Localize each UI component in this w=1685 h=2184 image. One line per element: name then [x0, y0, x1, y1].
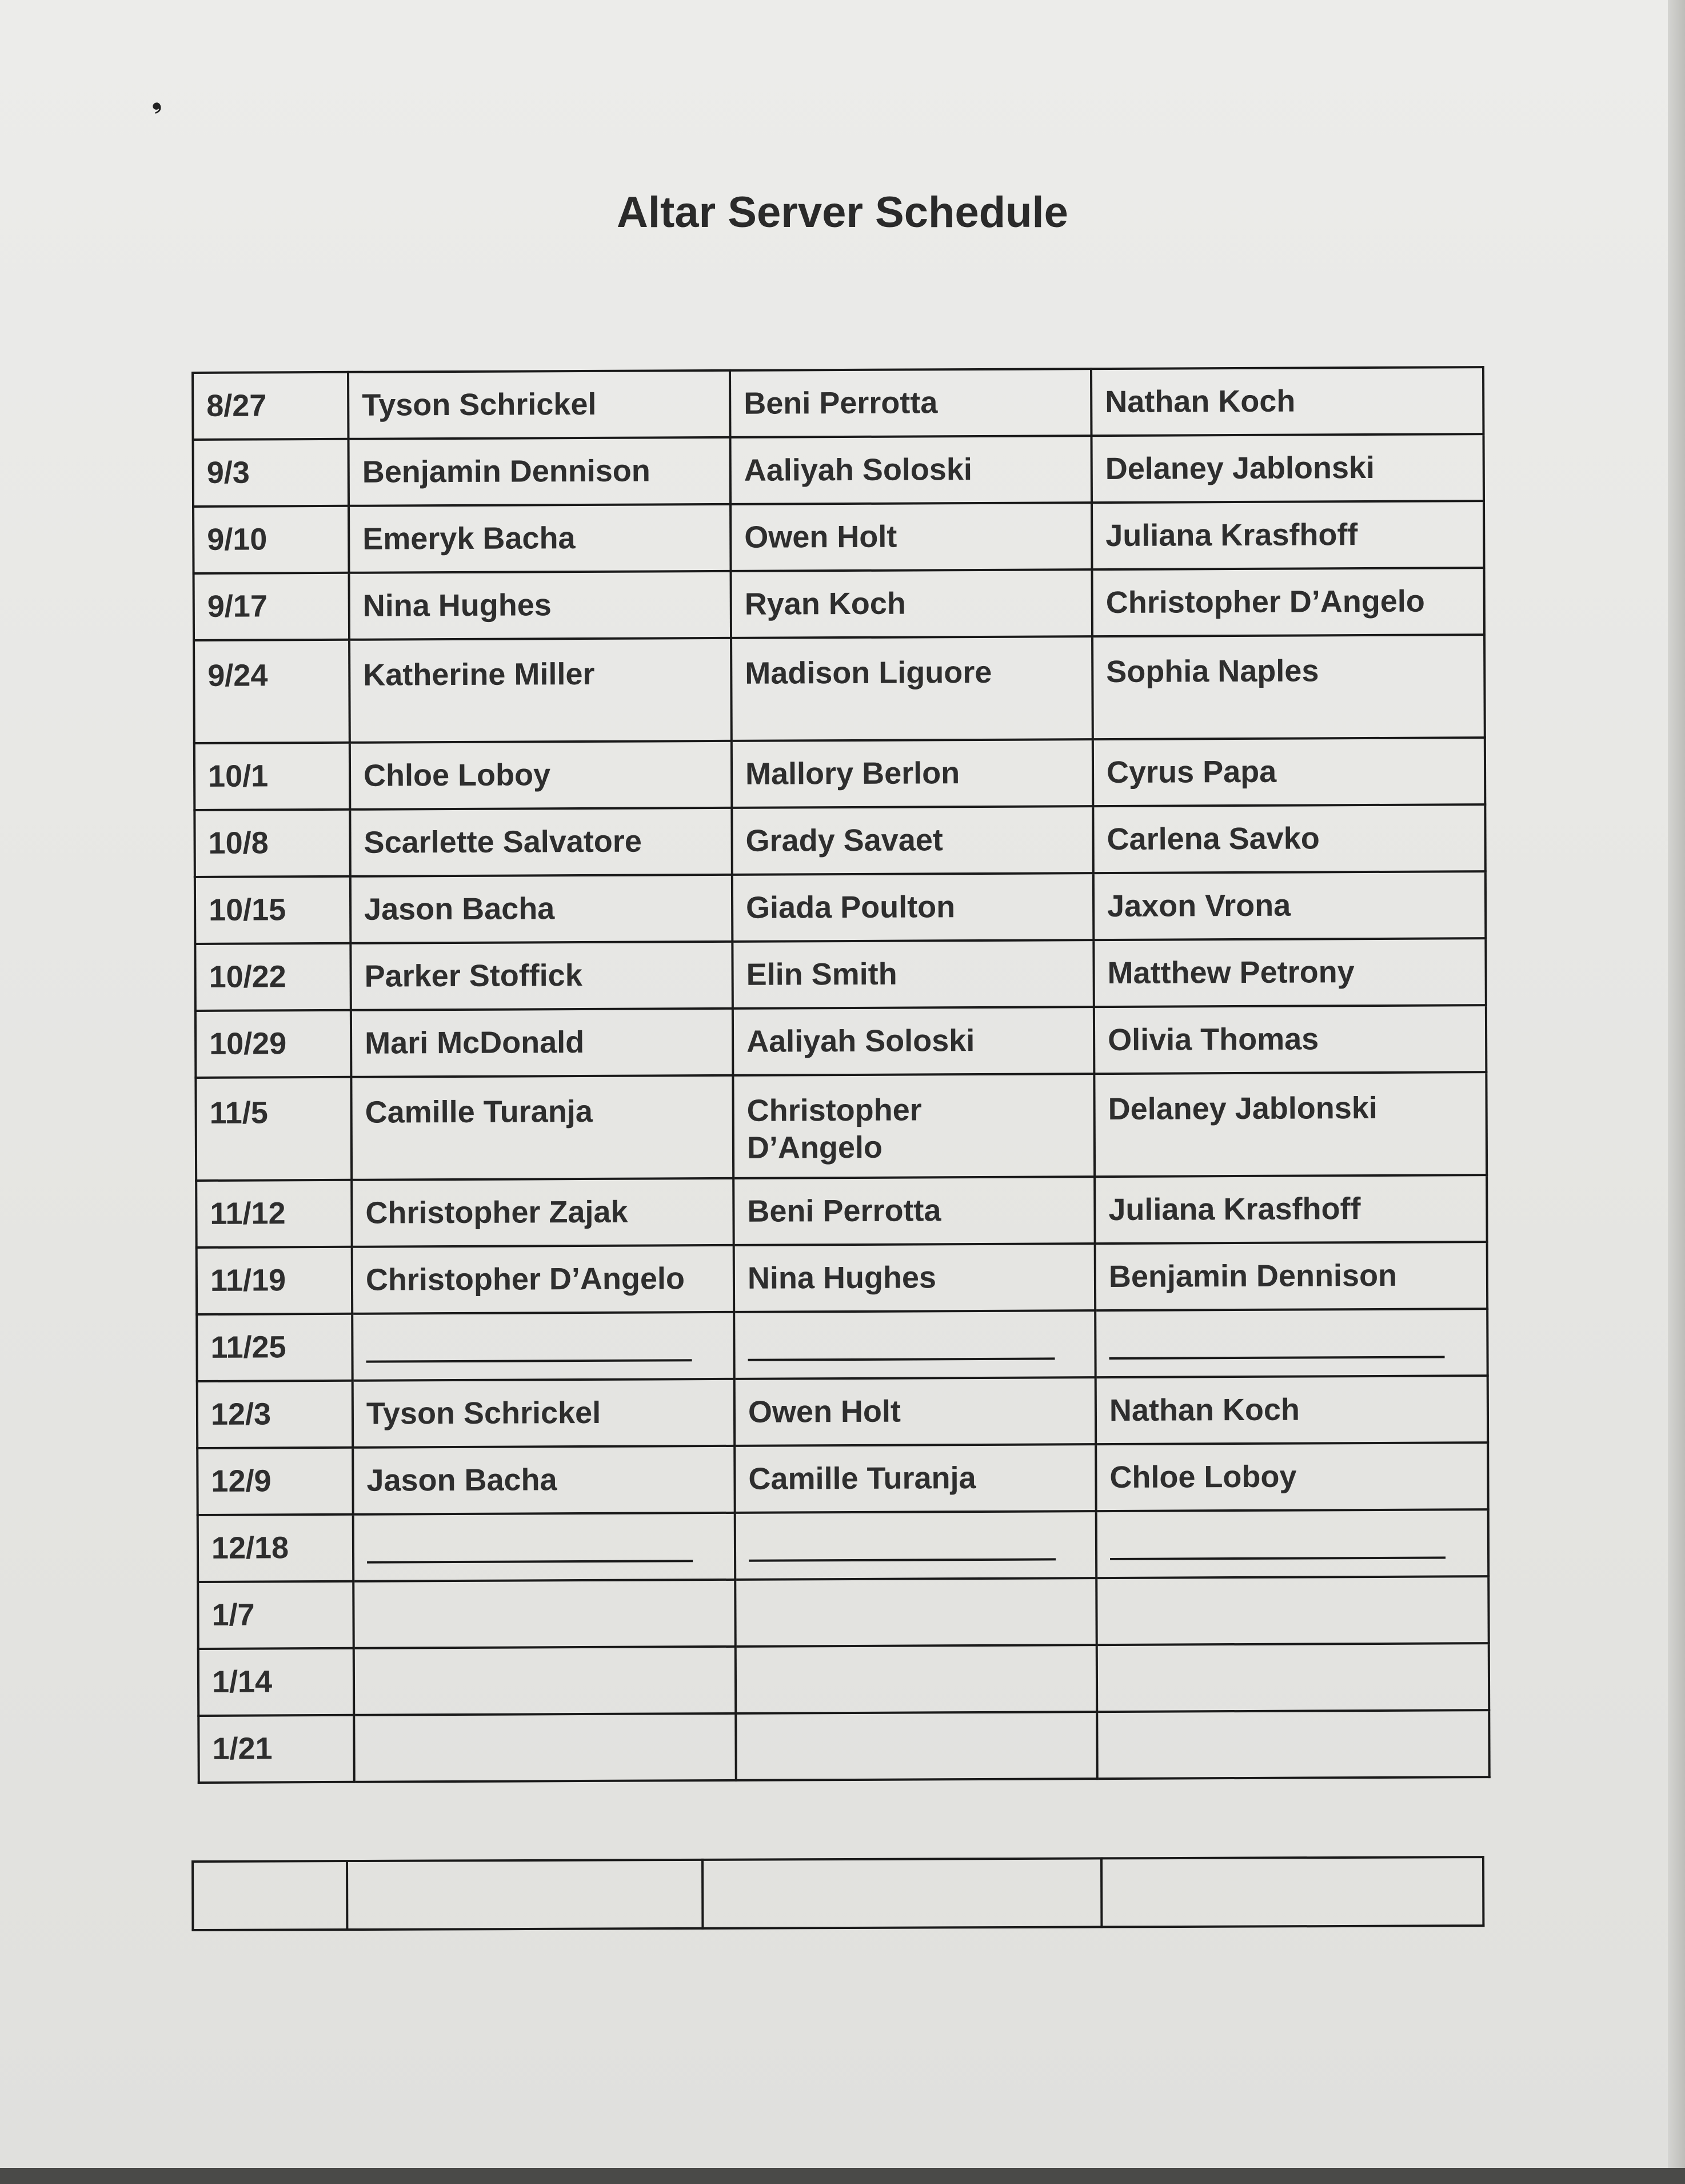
server-name-cell: Madison Liguore	[731, 636, 1093, 741]
server-name-cell	[354, 1713, 736, 1782]
blank-signup-line	[1110, 1528, 1446, 1560]
table-row	[197, 1242, 1487, 1314]
table-row	[195, 1072, 1487, 1181]
server-name-cell	[352, 1312, 734, 1381]
date-cell: 11/5	[195, 1077, 352, 1181]
date-cell: 11/19	[197, 1247, 353, 1314]
server-name-cell: Chloe Loboy	[350, 741, 732, 810]
server-name-cell	[735, 1511, 1097, 1580]
date-cell: 10/29	[195, 1010, 352, 1078]
table-row	[193, 367, 1483, 440]
staple-mark: ❟	[145, 85, 164, 115]
table-row	[195, 1005, 1486, 1078]
table-row	[198, 1576, 1488, 1649]
server-name-cell: Parker Stoffick	[350, 942, 733, 1010]
footer-row	[193, 1857, 1483, 1930]
table-row	[194, 568, 1484, 640]
table-row	[197, 1442, 1488, 1515]
server-name-cell: Camille Turanja	[351, 1075, 733, 1180]
footer-cell	[1101, 1857, 1483, 1927]
table-row	[194, 804, 1485, 877]
server-name-cell	[736, 1645, 1097, 1713]
server-name-cell: Ryan Koch	[731, 569, 1093, 638]
server-name-cell	[1096, 1576, 1489, 1645]
blank-signup-line	[367, 1531, 693, 1563]
server-name-cell: Grady Savaet	[732, 806, 1093, 875]
server-name-cell: Christopher D’Angelo	[1092, 568, 1485, 636]
date-cell: 12/9	[197, 1448, 353, 1515]
date-cell: 10/1	[194, 743, 350, 810]
server-name-cell: Camille Turanja	[734, 1444, 1096, 1513]
server-name-cell: Scarlette Salvatore	[350, 808, 732, 876]
server-name-cell	[1096, 1509, 1489, 1578]
server-name-cell: Owen Holt	[730, 503, 1092, 571]
server-name-cell: Delaney Jablonski	[1092, 434, 1484, 503]
table-row	[198, 1643, 1489, 1716]
schedule-table-body	[193, 367, 1490, 1783]
table-row	[197, 1309, 1487, 1381]
server-name-cell	[736, 1712, 1097, 1780]
date-cell: 12/18	[198, 1515, 354, 1582]
empty-footer-table	[191, 1856, 1484, 1931]
blank-signup-line	[1109, 1327, 1444, 1360]
server-name-cell: Tyson Schrickel	[348, 370, 730, 439]
server-name-cell: Nathan Koch	[1096, 1376, 1488, 1444]
server-name-cell: Jaxon Vrona	[1093, 871, 1486, 940]
server-name-cell: Christopher D’Angelo	[352, 1245, 734, 1314]
blank-signup-line	[748, 1329, 1055, 1361]
table-row	[193, 501, 1484, 573]
server-name-cell: Benjamin Dennison	[1095, 1242, 1488, 1310]
server-name-cell: Christopher D’Angelo	[733, 1074, 1095, 1178]
server-name-cell: Jason Bacha	[350, 875, 733, 943]
table-row	[196, 1175, 1487, 1248]
server-name-cell: Delaney Jablonski	[1094, 1072, 1487, 1177]
date-cell: 12/3	[197, 1381, 353, 1448]
date-cell: 1/21	[198, 1715, 354, 1783]
server-name-cell	[734, 1310, 1096, 1379]
server-name-cell: Nina Hughes	[349, 571, 732, 640]
date-cell: 1/7	[198, 1581, 354, 1649]
server-name-cell: Jason Bacha	[353, 1446, 735, 1515]
table-row	[193, 434, 1484, 507]
table-row	[194, 738, 1485, 810]
background-surface	[0, 2168, 1685, 2184]
server-name-cell	[735, 1578, 1097, 1647]
server-name-cell: Beni Perrotta	[730, 369, 1092, 437]
footer-cell	[193, 1861, 347, 1930]
server-name-cell	[1097, 1710, 1490, 1779]
footer-cell	[702, 1858, 1101, 1928]
server-name-cell: Nathan Koch	[1091, 367, 1484, 436]
server-name-cell: Aaliyah Soloski	[730, 436, 1092, 504]
server-name-cell	[1097, 1643, 1490, 1712]
table-row	[198, 1710, 1489, 1783]
date-cell: 10/15	[195, 876, 351, 944]
server-name-cell: Benjamin Dennison	[349, 437, 731, 506]
server-name-cell: Olivia Thomas	[1094, 1005, 1487, 1074]
date-cell: 1/14	[198, 1648, 354, 1716]
server-name-cell: Katherine Miller	[349, 638, 732, 743]
server-name-cell: Nina Hughes	[734, 1244, 1096, 1312]
server-name-cell	[1095, 1309, 1488, 1377]
server-name-cell: Cyrus Papa	[1093, 738, 1486, 806]
server-name-cell: Giada Poulton	[732, 873, 1094, 942]
server-name-cell: Mari McDonald	[351, 1009, 733, 1077]
date-cell: 9/3	[193, 439, 349, 507]
date-cell: 10/8	[194, 810, 350, 877]
date-cell: 9/17	[194, 573, 350, 640]
server-name-cell: Chloe Loboy	[1096, 1442, 1488, 1511]
footer-cell	[347, 1860, 702, 1930]
date-cell: 11/25	[197, 1314, 353, 1381]
date-cell: 9/24	[194, 640, 350, 743]
table-row	[194, 635, 1485, 743]
server-name-cell: Carlena Savko	[1093, 804, 1486, 873]
server-name-cell: Elin Smith	[732, 940, 1094, 1009]
server-name-cell: Aaliyah Soloski	[733, 1007, 1095, 1075]
server-name-cell: Christopher Zajak	[352, 1178, 734, 1247]
server-name-cell	[353, 1580, 736, 1648]
server-name-cell: Owen Holt	[734, 1377, 1096, 1446]
table-row	[195, 871, 1486, 944]
paper-edge	[1668, 0, 1685, 2184]
server-name-cell: Emeryk Bacha	[349, 504, 731, 573]
table-row	[195, 938, 1486, 1011]
server-name-cell: Beni Perrotta	[733, 1177, 1095, 1245]
server-name-cell: Sophia Naples	[1092, 635, 1485, 739]
server-name-cell: Juliana Krasfhoff	[1092, 501, 1484, 569]
server-name-cell	[353, 1513, 736, 1581]
server-name-cell: Mallory Berlon	[732, 739, 1093, 808]
table-row	[198, 1509, 1488, 1582]
server-name-cell: Juliana Krasfhoff	[1095, 1175, 1487, 1244]
schedule-table	[191, 366, 1491, 1784]
date-cell: 10/22	[195, 943, 351, 1011]
server-name-cell	[354, 1647, 736, 1715]
server-name-cell: Tyson Schrickel	[353, 1379, 735, 1448]
table-row	[197, 1376, 1488, 1448]
blank-signup-line	[366, 1330, 692, 1362]
date-cell: 9/10	[193, 506, 349, 573]
page-title: Altar Server Schedule	[617, 188, 1068, 237]
date-cell: 11/12	[196, 1180, 352, 1248]
date-cell: 8/27	[193, 372, 349, 440]
blank-signup-line	[749, 1529, 1056, 1561]
server-name-cell: Matthew Petrony	[1093, 938, 1486, 1007]
